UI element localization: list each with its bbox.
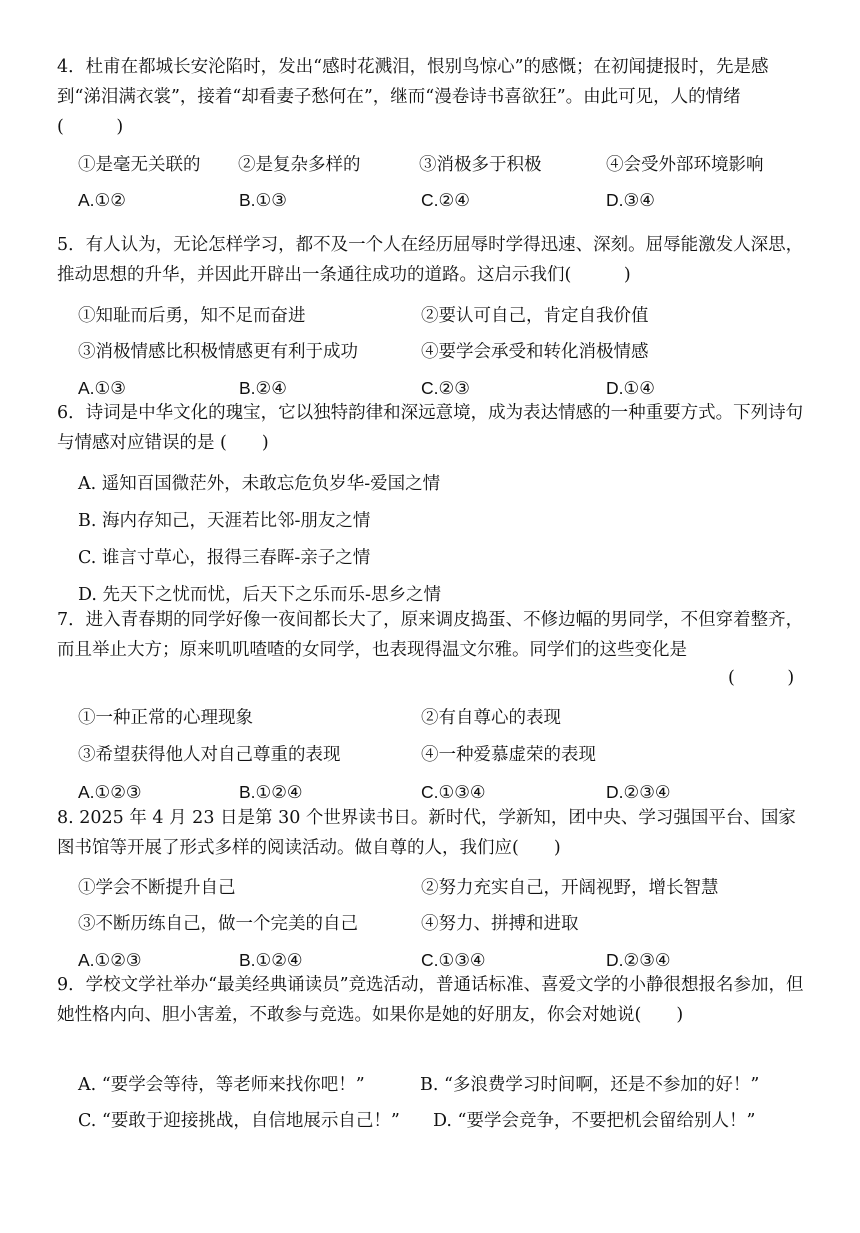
answer-choice: A.①②③ bbox=[78, 782, 142, 802]
answer-option: C. 谁言寸草心，报得三春晖-亲子之情 bbox=[78, 548, 371, 568]
answer-option: D. 先天下之忧而忧，后天下之乐而乐-思乡之情 bbox=[78, 585, 441, 605]
statement: ④努力、拼搏和进取 bbox=[421, 914, 579, 934]
answer-choice: A.①③ bbox=[78, 378, 126, 398]
question-stem: 诗词是中华文化的瑰宝，它以独特韵律和深远意境，成为表达情感的一种重要方式。下列诗句与情感对应错误的是 ( ) bbox=[57, 403, 804, 453]
statement: ④一种爱慕虚荣的表现 bbox=[421, 745, 596, 765]
question-number: 6． bbox=[57, 403, 86, 423]
question-stem: 进入青春期的同学好像一夜间都长大了，原来调皮捣蛋、不修边幅的男同学，不但穿着整齐，而且举止大方；原来叽叽喳喳的女同学，也表现得温文尔雅。同学们的这些变化是 bbox=[57, 610, 804, 660]
statement: ③希望获得他人对自己尊重的表现 bbox=[78, 745, 341, 765]
statement: ②要认可自己，肯定自我价值 bbox=[421, 306, 649, 326]
question-number: 5． bbox=[57, 235, 86, 255]
statement: ②努力充实自己，开阔视野，增长智慧 bbox=[421, 878, 719, 898]
answer-option: A. “要学会等待，等老师来找你吧！” bbox=[78, 1075, 365, 1095]
statement: ①是毫无关联的 bbox=[78, 155, 201, 175]
answer-option: D. “要学会竞争，不要把机会留给别人！” bbox=[433, 1111, 756, 1131]
answer-choice: B.①③ bbox=[239, 190, 287, 210]
statement: ③不断历练自己，做一个完美的自己 bbox=[78, 914, 358, 934]
answer-choice: A.①②③ bbox=[78, 950, 142, 970]
statement: ①知耻而后勇，知不足而奋进 bbox=[78, 306, 306, 326]
answer-choice: D.②③④ bbox=[606, 782, 671, 802]
answer-choice: C.①③④ bbox=[421, 950, 486, 970]
statement: ①学会不断提升自己 bbox=[78, 878, 236, 898]
question-stem: 有人认为，无论怎样学习，都不及一个人在经历屈辱时学得迅速、深刻。屈辱能激发人深思，推动思想的升华，并因此开辟出一条通往成功的道路。这启示我们( ) bbox=[57, 235, 804, 285]
answer-choice: C.①③④ bbox=[421, 782, 486, 802]
question-stem: 2025 年 4 月 23 日是第 30 个世界读书日。新时代，学新知，团中央、学习强国平台、国家图书馆等开展了形式多样的阅读活动。做自尊的人，我们应( ) bbox=[57, 808, 796, 858]
statement: ③消极多于积极 bbox=[419, 155, 542, 175]
answer-option: B. “多浪费学习时间啊，还是不参加的好！” bbox=[420, 1075, 760, 1095]
answer-choice: D.②③④ bbox=[606, 950, 671, 970]
answer-choice: B.②④ bbox=[239, 378, 287, 398]
question-stem: 杜甫在都城长安沦陷时，发出“感时花溅泪，恨别鸟惊心”的感慨；在初闻捷报时，先是感到“涕泪满衣裳”，接着“却看妻子愁何在”，继而“漫卷诗书喜欲狂”。由此可见，人的情绪( ) bbox=[57, 57, 769, 137]
answer-choice: B.①②④ bbox=[239, 950, 303, 970]
question-8 bbox=[57, 803, 805, 863]
question-5 bbox=[57, 230, 805, 290]
answer-choice: C.②③ bbox=[421, 378, 470, 398]
question-number: 7． bbox=[57, 610, 86, 630]
statement: ①一种正常的心理现象 bbox=[78, 708, 253, 728]
statement: ④要学会承受和转化消极情感 bbox=[421, 342, 649, 362]
statement: ②有自尊心的表现 bbox=[421, 708, 561, 728]
question-4 bbox=[57, 52, 805, 142]
answer-choice: B.①②④ bbox=[239, 782, 303, 802]
question-number: 4． bbox=[57, 57, 86, 77]
question-number: 9． bbox=[57, 975, 86, 995]
answer-option: C. “要敢于迎接挑战，自信地展示自己！” bbox=[78, 1111, 400, 1131]
answer-bracket: ( ) bbox=[728, 668, 795, 688]
answer-option: B. 海内存知己，天涯若比邻-朋友之情 bbox=[78, 511, 371, 531]
answer-option: A. 遥知百国微茫外，未敢忘危负岁华-爱国之情 bbox=[78, 474, 441, 494]
statement: ④会受外部环境影响 bbox=[606, 155, 764, 175]
answer-choice: A.①② bbox=[78, 190, 126, 210]
answer-choice: D.①④ bbox=[606, 378, 655, 398]
question-6 bbox=[57, 398, 805, 458]
answer-choice: D.③④ bbox=[606, 190, 655, 210]
question-stem: 学校文学社举办“最美经典诵读员”竞选活动，普通话标准、喜爱文学的小静很想报名参加，但她性格内向、胆小害羞，不敢参与竞选。如果你是她的好朋友，你会对她说( ) bbox=[57, 975, 804, 1025]
question-number: 8. bbox=[57, 808, 80, 828]
answer-choice: C.②④ bbox=[421, 190, 470, 210]
question-9 bbox=[57, 970, 805, 1030]
question-7 bbox=[57, 605, 805, 665]
statement: ③消极情感比积极情感更有利于成功 bbox=[78, 342, 358, 362]
statement: ②是复杂多样的 bbox=[238, 155, 361, 175]
